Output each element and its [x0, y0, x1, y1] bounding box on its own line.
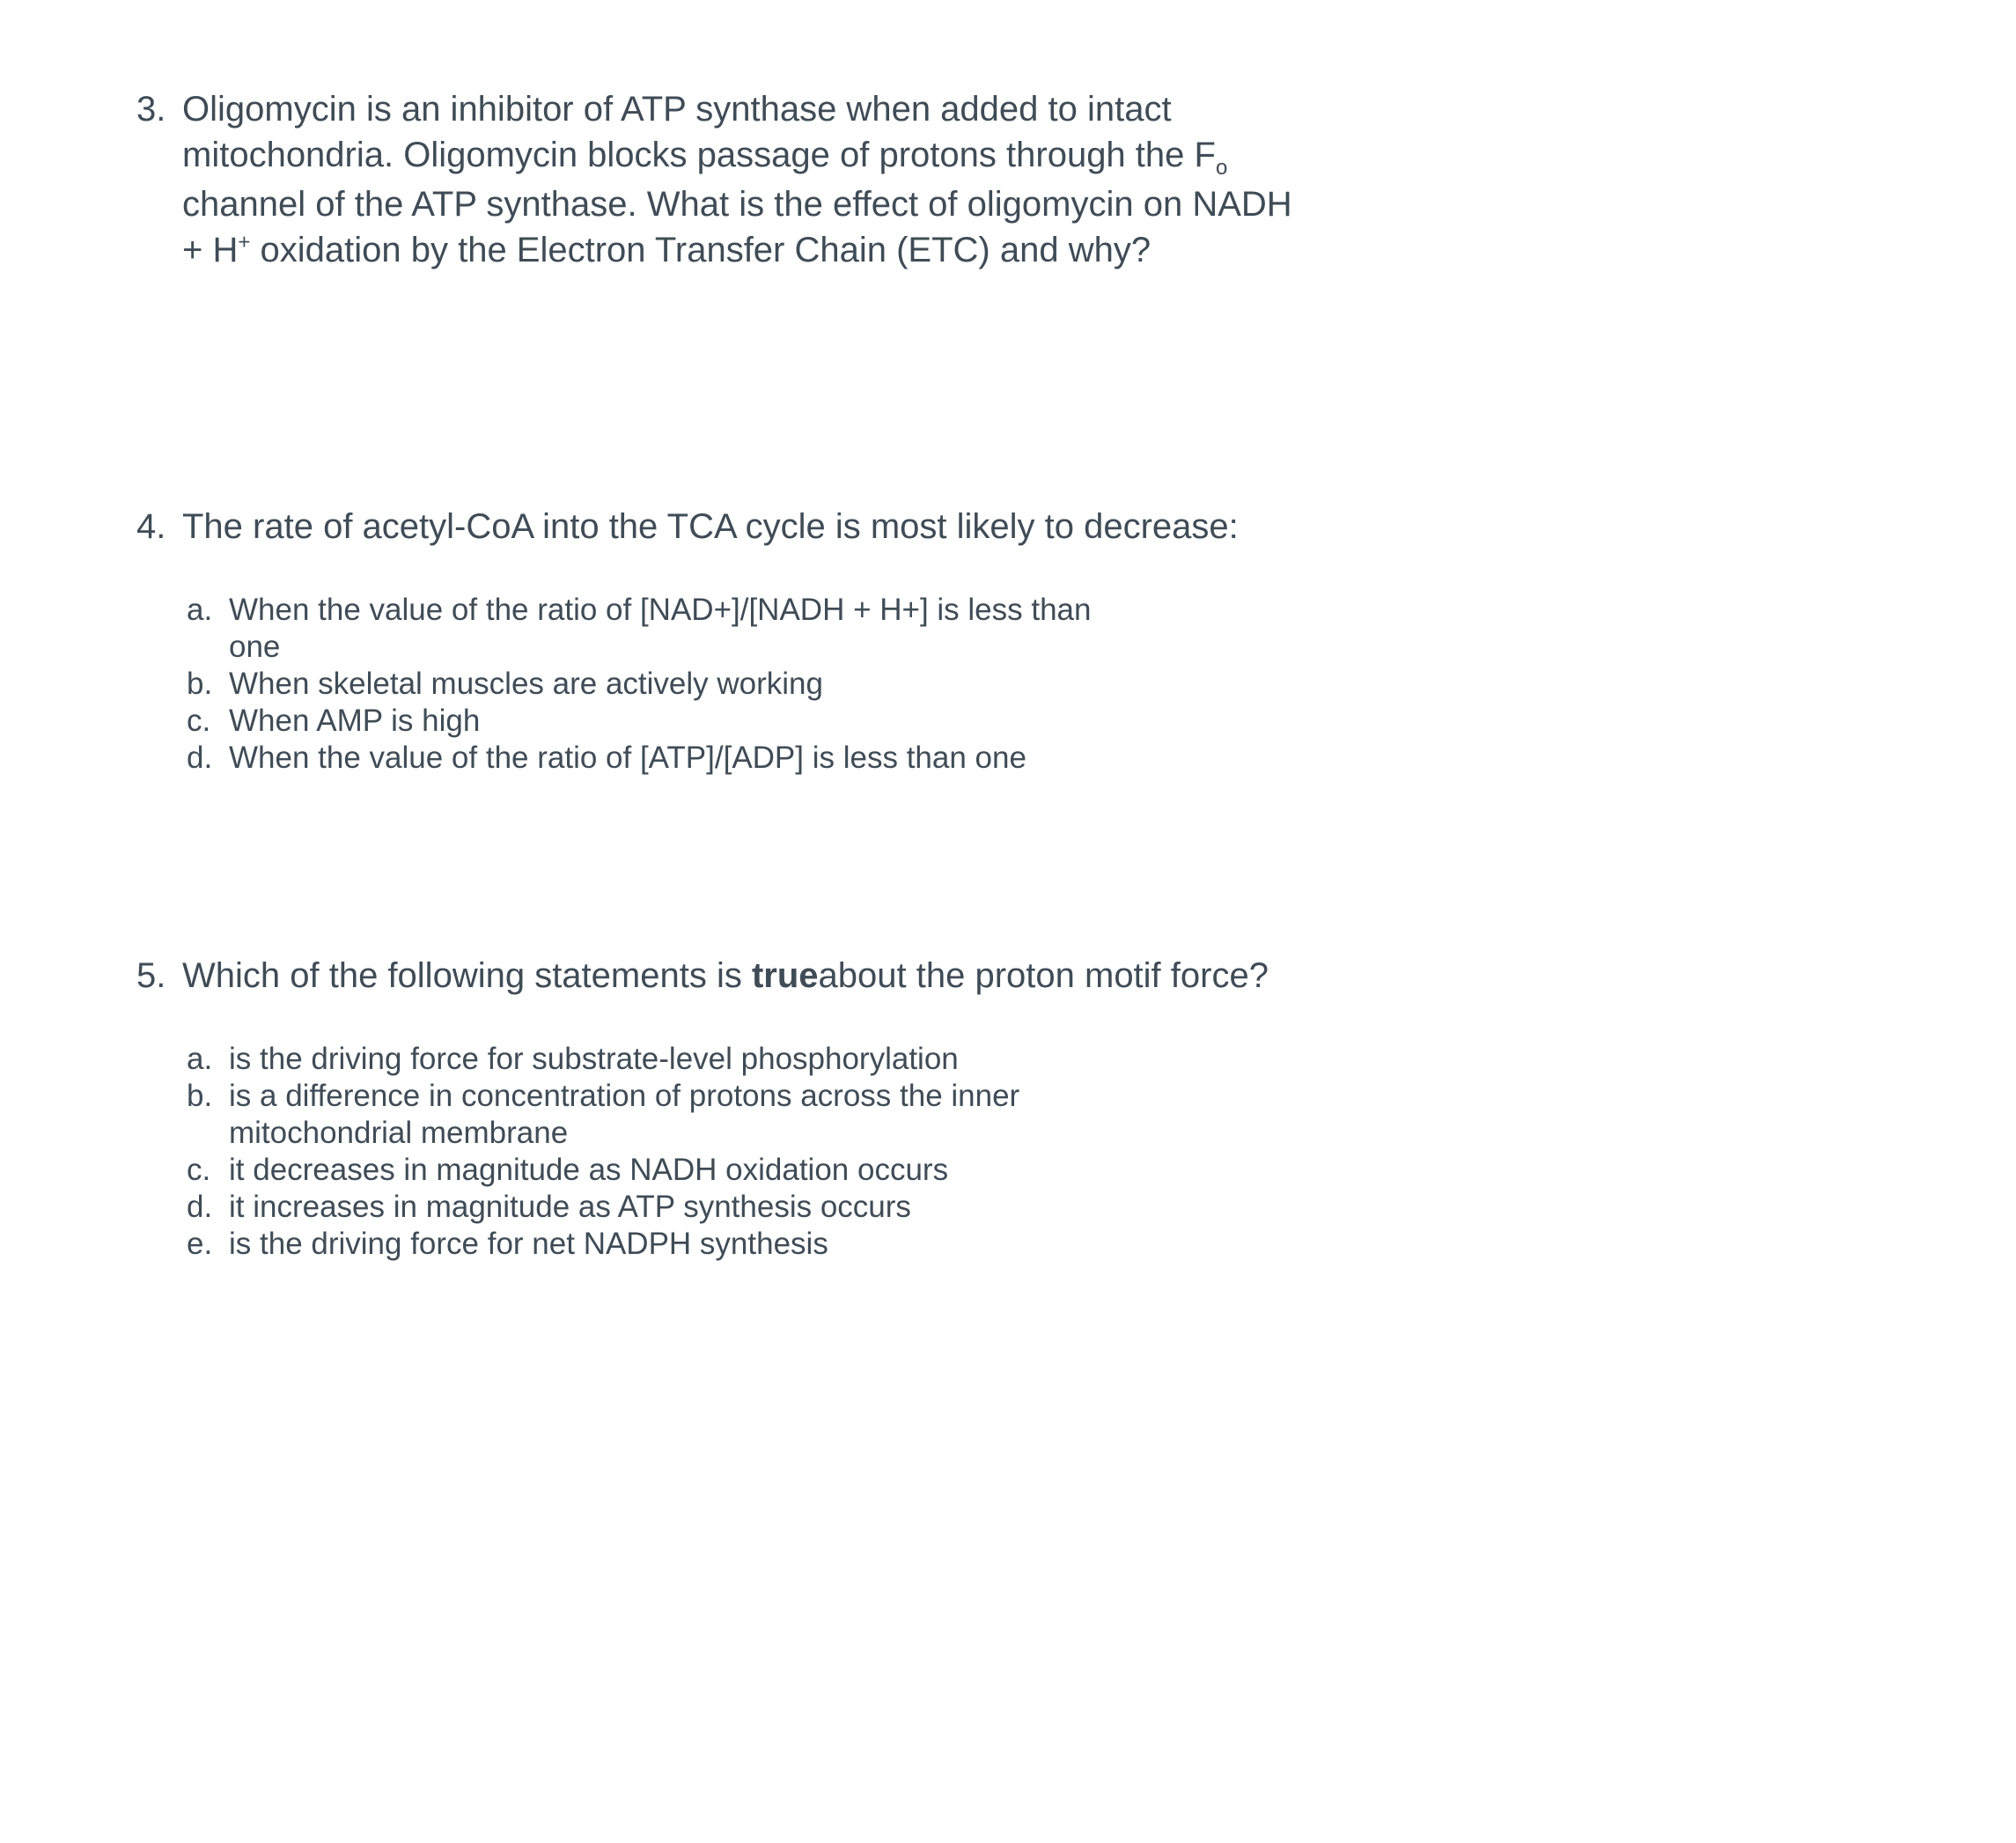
- option-letter: d.: [187, 1190, 213, 1225]
- option-text: is the driving force for net NADPH synthesis: [229, 1227, 828, 1262]
- question-4-text: The rate of acetyl-CoA into the TCA cycle is most likely to decrease:: [182, 507, 1239, 547]
- question-3-text-segment-3: oxidation by the Electron Transfer Chain (ETC) and why?: [250, 231, 1151, 270]
- option-text: When the value of the ratio of [ATP]/[ADP] is less than one: [229, 741, 1026, 776]
- option-text: When the value of the ratio of [NAD+]/[NADH + H+] is less than one: [229, 593, 1092, 665]
- question-3-number: 3.: [136, 90, 166, 129]
- question-4-option-d: [187, 740, 1884, 777]
- question-4-number: 4.: [136, 507, 166, 547]
- option-text: When AMP is high: [229, 704, 481, 739]
- question-5-text-segment-2: about the proton motif force?: [818, 956, 1269, 996]
- option-letter: d.: [187, 741, 213, 776]
- option-letter: c.: [187, 1153, 211, 1188]
- question-4-option-a: [187, 592, 1884, 666]
- question-4-body: [182, 504, 1884, 777]
- option-text: is the driving force for substrate-level phosphorylation: [229, 1042, 959, 1077]
- option-letter: c.: [187, 704, 211, 739]
- question-5-number: 5.: [136, 956, 166, 996]
- option-letter: b.: [187, 1079, 213, 1114]
- question-3-text-segment-2: channel of the ATP synthase. What is the effect of oligomycin on NADH + H: [182, 185, 1292, 270]
- h-plus-superscript: +: [238, 230, 251, 254]
- question-4: [136, 504, 1884, 777]
- question-5-option-c: [187, 1152, 1884, 1189]
- question-5: [136, 953, 1884, 1263]
- question-3-text-segment-1: Oligomycin is an inhibitor of ATP synthase when added to intact mitochondria. Oligomycin blocks passage of protons through the F: [182, 90, 1216, 174]
- question-3-body: [182, 86, 1884, 273]
- question-4-option-b: [187, 666, 1884, 703]
- question-5-text-segment-1: Which of the following statements is: [182, 956, 752, 996]
- option-text: is a difference in concentration of protons across the inner mitochondrial membrane: [229, 1079, 1020, 1151]
- option-text: it decreases in magnitude as NADH oxidation occurs: [229, 1153, 949, 1188]
- question-5-option-d: [187, 1189, 1884, 1226]
- question-4-option-c: [187, 703, 1884, 740]
- option-letter: b.: [187, 667, 213, 702]
- question-3: [136, 86, 1884, 273]
- option-letter: a.: [187, 1042, 213, 1077]
- question-4-options: [187, 592, 1884, 777]
- question-5-option-b: [187, 1078, 1884, 1152]
- option-letter: a.: [187, 593, 213, 628]
- question-5-option-a: [187, 1041, 1884, 1078]
- question-3-text: [182, 86, 1309, 273]
- question-5-option-e: [187, 1226, 1884, 1263]
- question-5-body: [182, 953, 1884, 1263]
- option-text: When skeletal muscles are actively working: [229, 667, 823, 702]
- question-5-options: [187, 1041, 1884, 1263]
- true-bold-word: true: [751, 956, 819, 996]
- fo-subscript: o: [1215, 156, 1228, 180]
- option-text: it increases in magnitude as ATP synthesis occurs: [229, 1190, 911, 1225]
- question-5-text: [182, 953, 1309, 999]
- option-letter: e.: [187, 1227, 213, 1262]
